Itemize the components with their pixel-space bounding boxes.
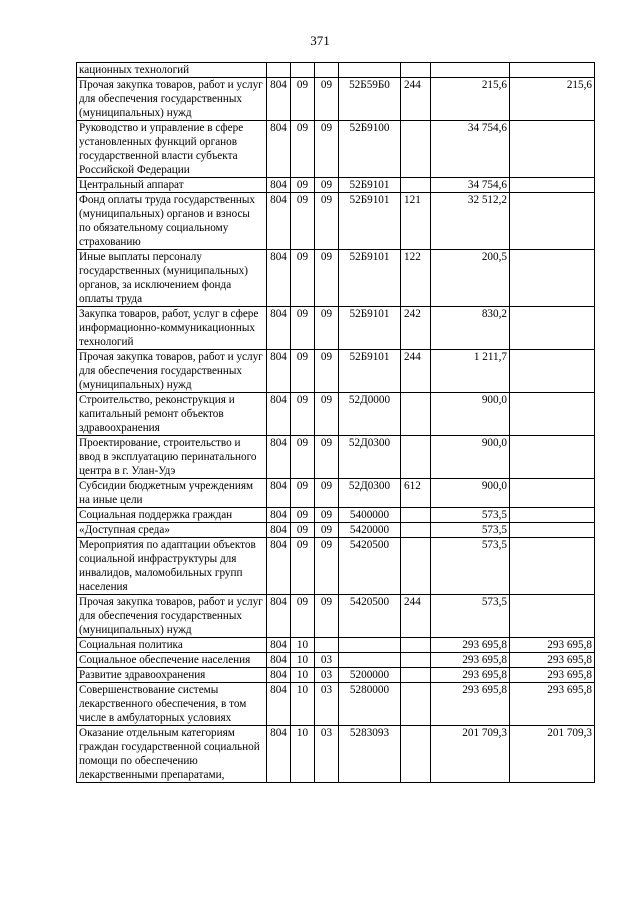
section-code: 09 — [291, 178, 315, 193]
amount-2: 293 695,8 — [510, 668, 595, 683]
amount-2 — [510, 479, 595, 508]
expense-type-code — [401, 638, 431, 653]
ministry-code: 804 — [267, 78, 291, 121]
expense-type-code — [401, 508, 431, 523]
amount-1: 34 754,6 — [431, 121, 510, 178]
amount-2 — [510, 178, 595, 193]
item-name: Прочая закупка товаров, работ и услуг для обеспечения государственных (муниципальных) нужд — [77, 595, 267, 638]
table-row — [77, 178, 595, 193]
table-row — [77, 726, 595, 783]
item-name: Оказание отдельным категориям граждан государственной социальной помощи по обеспечению лекарственными препаратами, — [77, 726, 267, 783]
subsection-code: 09 — [315, 436, 339, 479]
section-code: 09 — [291, 193, 315, 250]
ministry-code: 804 — [267, 178, 291, 193]
subsection-code: 09 — [315, 479, 339, 508]
amount-1: 215,6 — [431, 78, 510, 121]
section-code: 09 — [291, 350, 315, 393]
target-article-code: 52Д0000 — [339, 393, 401, 436]
item-name: Проектирование, строительство и ввод в эксплуатацию перинатального центра в г. Улан-Удэ — [77, 436, 267, 479]
amount-2 — [510, 436, 595, 479]
subsection-code: 03 — [315, 653, 339, 668]
expense-type-code — [401, 726, 431, 783]
table-row — [77, 638, 595, 653]
ministry-code: 804 — [267, 638, 291, 653]
budget-table — [76, 62, 595, 783]
amount-2 — [510, 523, 595, 538]
expense-type-code — [401, 683, 431, 726]
target-article-code: 5400000 — [339, 508, 401, 523]
table-row — [77, 479, 595, 508]
amount-2 — [510, 307, 595, 350]
section-code: 09 — [291, 479, 315, 508]
subsection-code: 09 — [315, 350, 339, 393]
amount-2: 201 709,3 — [510, 726, 595, 783]
subsection-code: 09 — [315, 538, 339, 595]
expense-type-code: 244 — [401, 350, 431, 393]
ministry-code: 804 — [267, 350, 291, 393]
table-row — [77, 653, 595, 668]
expense-type-code — [401, 436, 431, 479]
target-article-code: 5283093 — [339, 726, 401, 783]
section-code: 09 — [291, 436, 315, 479]
amount-1: 293 695,8 — [431, 638, 510, 653]
item-name: Строительство, реконструкция и капитальный ремонт объектов здравоохранения — [77, 393, 267, 436]
item-name: Социальная политика — [77, 638, 267, 653]
section-code: 09 — [291, 523, 315, 538]
item-name: Социальное обеспечение населения — [77, 653, 267, 668]
subsection-code: 09 — [315, 307, 339, 350]
target-article-code: 52Б9101 — [339, 193, 401, 250]
ministry-code: 804 — [267, 683, 291, 726]
target-article-code: 52Б9100 — [339, 121, 401, 178]
amount-1: 293 695,8 — [431, 668, 510, 683]
subsection-code — [315, 638, 339, 653]
ministry-code: 804 — [267, 193, 291, 250]
ministry-code: 804 — [267, 436, 291, 479]
ministry-code: 804 — [267, 595, 291, 638]
table-row — [77, 250, 595, 307]
amount-1: 293 695,8 — [431, 683, 510, 726]
item-name: Прочая закупка товаров, работ и услуг для обеспечения государственных (муниципальных) нужд — [77, 78, 267, 121]
amount-1: 1 211,7 — [431, 350, 510, 393]
ministry-code: 804 — [267, 479, 291, 508]
subsection-code: 09 — [315, 78, 339, 121]
table-row — [77, 307, 595, 350]
subsection-code — [315, 63, 339, 78]
item-name: Субсидии бюджетным учреждениям на иные цели — [77, 479, 267, 508]
section-code — [291, 63, 315, 78]
amount-2 — [510, 508, 595, 523]
target-article-code — [339, 63, 401, 78]
target-article-code: 52Д0300 — [339, 436, 401, 479]
target-article-code: 52Б59Б0 — [339, 78, 401, 121]
item-name: Иные выплаты персоналу государственных (муниципальных) органов, за исключением фонда оплаты труда — [77, 250, 267, 307]
section-code: 09 — [291, 121, 315, 178]
amount-1: 573,5 — [431, 508, 510, 523]
expense-type-code: 244 — [401, 595, 431, 638]
amount-2: 215,6 — [510, 78, 595, 121]
item-name: Мероприятия по адаптации объектов социальной инфраструктуры для инвалидов, маломобильных групп населения — [77, 538, 267, 595]
section-code: 10 — [291, 668, 315, 683]
section-code: 09 — [291, 393, 315, 436]
amount-2 — [510, 393, 595, 436]
section-code: 09 — [291, 250, 315, 307]
amount-1: 830,2 — [431, 307, 510, 350]
target-article-code: 52Б9101 — [339, 178, 401, 193]
target-article-code: 52Б9101 — [339, 307, 401, 350]
target-article-code — [339, 653, 401, 668]
section-code: 10 — [291, 683, 315, 726]
subsection-code: 09 — [315, 595, 339, 638]
table-row — [77, 683, 595, 726]
table-row — [77, 668, 595, 683]
table-row — [77, 78, 595, 121]
item-name: Развитие здравоохранения — [77, 668, 267, 683]
ministry-code: 804 — [267, 538, 291, 595]
expense-type-code — [401, 63, 431, 78]
expense-type-code — [401, 653, 431, 668]
section-code: 09 — [291, 78, 315, 121]
item-name: Совершенствование системы лекарственного обеспечения, в том числе в амбулаторных условиях — [77, 683, 267, 726]
item-name: Центральный аппарат — [77, 178, 267, 193]
ministry-code: 804 — [267, 508, 291, 523]
target-article-code: 52Б9101 — [339, 250, 401, 307]
table-row — [77, 508, 595, 523]
ministry-code: 804 — [267, 307, 291, 350]
amount-2 — [510, 250, 595, 307]
expense-type-code — [401, 393, 431, 436]
expense-type-code — [401, 523, 431, 538]
target-article-code — [339, 638, 401, 653]
target-article-code: 5420000 — [339, 523, 401, 538]
amount-2: 293 695,8 — [510, 683, 595, 726]
amount-2: 293 695,8 — [510, 638, 595, 653]
expense-type-code: 122 — [401, 250, 431, 307]
expense-type-code — [401, 538, 431, 595]
target-article-code: 5200000 — [339, 668, 401, 683]
expense-type-code: 242 — [401, 307, 431, 350]
amount-2 — [510, 63, 595, 78]
amount-1: 573,5 — [431, 538, 510, 595]
item-name: Социальная поддержка граждан — [77, 508, 267, 523]
amount-2 — [510, 121, 595, 178]
expense-type-code: 121 — [401, 193, 431, 250]
table-row — [77, 193, 595, 250]
expense-type-code: 244 — [401, 78, 431, 121]
target-article-code: 5420500 — [339, 595, 401, 638]
amount-1: 34 754,6 — [431, 178, 510, 193]
amount-1: 573,5 — [431, 523, 510, 538]
amount-1: 293 695,8 — [431, 653, 510, 668]
table-row — [77, 63, 595, 78]
ministry-code: 804 — [267, 726, 291, 783]
subsection-code: 09 — [315, 250, 339, 307]
subsection-code: 09 — [315, 523, 339, 538]
target-article-code: 5280000 — [339, 683, 401, 726]
table-row — [77, 393, 595, 436]
ministry-code — [267, 63, 291, 78]
item-name: Фонд оплаты труда государственных (муниципальных) органов и взносы по обязательному социальному страхованию — [77, 193, 267, 250]
subsection-code: 03 — [315, 683, 339, 726]
amount-1: 573,5 — [431, 595, 510, 638]
target-article-code: 52Б9101 — [339, 350, 401, 393]
table-row — [77, 538, 595, 595]
subsection-code: 09 — [315, 178, 339, 193]
subsection-code: 09 — [315, 393, 339, 436]
item-name: Прочая закупка товаров, работ и услуг для обеспечения государственных (муниципальных) нужд — [77, 350, 267, 393]
table-row — [77, 595, 595, 638]
section-code: 10 — [291, 726, 315, 783]
subsection-code: 03 — [315, 726, 339, 783]
page-number: 371 — [310, 33, 330, 48]
amount-2 — [510, 538, 595, 595]
subsection-code: 09 — [315, 508, 339, 523]
ministry-code: 804 — [267, 668, 291, 683]
item-name: Руководство и управление в сфере установленных функций органов государственной власти субъекта Российской Федерации — [77, 121, 267, 178]
subsection-code: 09 — [315, 193, 339, 250]
subsection-code: 03 — [315, 668, 339, 683]
item-name: кационных технологий — [77, 63, 267, 78]
subsection-code: 09 — [315, 121, 339, 178]
amount-1: 900,0 — [431, 436, 510, 479]
amount-2 — [510, 350, 595, 393]
expense-type-code — [401, 178, 431, 193]
amount-1: 200,5 — [431, 250, 510, 307]
ministry-code: 804 — [267, 523, 291, 538]
target-article-code: 5420500 — [339, 538, 401, 595]
expense-type-code: 612 — [401, 479, 431, 508]
table-row — [77, 436, 595, 479]
amount-1: 201 709,3 — [431, 726, 510, 783]
target-article-code: 52Д0300 — [339, 479, 401, 508]
table-row — [77, 523, 595, 538]
section-code: 10 — [291, 653, 315, 668]
section-code: 10 — [291, 638, 315, 653]
amount-1 — [431, 63, 510, 78]
expense-type-code — [401, 668, 431, 683]
section-code: 09 — [291, 508, 315, 523]
item-name: «Доступная среда» — [77, 523, 267, 538]
table-row — [77, 350, 595, 393]
section-code: 09 — [291, 538, 315, 595]
section-code: 09 — [291, 307, 315, 350]
section-code: 09 — [291, 595, 315, 638]
amount-1: 900,0 — [431, 393, 510, 436]
expense-type-code — [401, 121, 431, 178]
amount-1: 32 512,2 — [431, 193, 510, 250]
amount-2 — [510, 595, 595, 638]
amount-1: 900,0 — [431, 479, 510, 508]
item-name: Закупка товаров, работ, услуг в сфере информационно-коммуникационных технологий — [77, 307, 267, 350]
ministry-code: 804 — [267, 653, 291, 668]
ministry-code: 804 — [267, 250, 291, 307]
amount-2: 293 695,8 — [510, 653, 595, 668]
ministry-code: 804 — [267, 121, 291, 178]
ministry-code: 804 — [267, 393, 291, 436]
amount-2 — [510, 193, 595, 250]
table-row — [77, 121, 595, 178]
